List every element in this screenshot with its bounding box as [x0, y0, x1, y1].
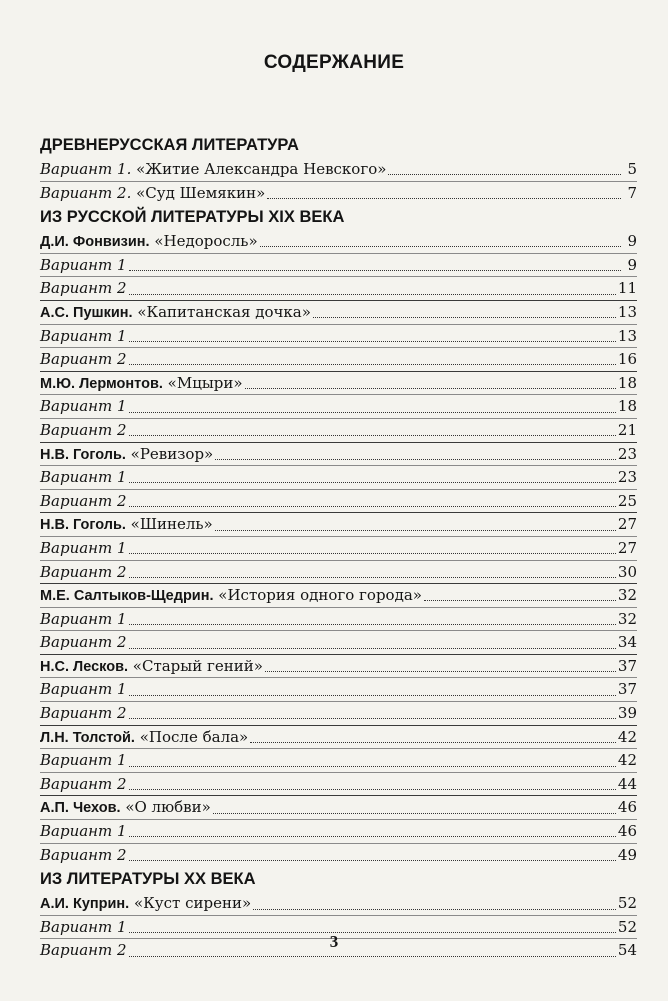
- page-ref: 52: [617, 917, 637, 936]
- dot-leader: [129, 259, 621, 271]
- toc-variant-entry[interactable]: [40, 489, 637, 513]
- variant-label: Вариант 1: [40, 917, 127, 936]
- entry-label: [40, 325, 127, 348]
- toc-variant-entry[interactable]: [40, 158, 637, 181]
- page-ref: 39: [617, 704, 637, 723]
- variant-label: Вариант 1: [40, 751, 127, 770]
- author-name: М.Ю. Лермонтов.: [40, 375, 163, 392]
- dot-leader: [253, 898, 616, 910]
- toc-variant-entry[interactable]: [40, 181, 637, 205]
- dot-leader: [388, 163, 621, 175]
- toc-variant-entry[interactable]: [40, 843, 637, 867]
- page-number: 3: [329, 932, 339, 951]
- work-title: «История одного города»: [213, 586, 422, 605]
- page-ref: 9: [627, 255, 637, 274]
- page-ref: 23: [617, 444, 637, 463]
- toc-variant-entry[interactable]: [40, 748, 637, 772]
- variant-label: Вариант 2: [40, 845, 127, 864]
- toc-variant-entry[interactable]: [40, 536, 637, 560]
- variant-label: Вариант 2: [40, 774, 127, 793]
- variant-label: Вариант 2: [40, 633, 127, 652]
- dot-leader: [129, 849, 616, 861]
- work-title: «Мцыри»: [162, 373, 243, 392]
- variant-label: Вариант 1: [40, 255, 127, 274]
- work-title: «Шинель»: [125, 515, 213, 534]
- page-ref: 21: [617, 420, 637, 439]
- variant-label: Вариант 1: [40, 822, 127, 841]
- toc-author-entry[interactable]: [40, 512, 637, 536]
- page-ref: 52: [617, 894, 637, 913]
- entry-label: [40, 230, 258, 254]
- page-ref: 18: [617, 373, 637, 392]
- entry-label: [40, 372, 243, 396]
- dot-leader: [129, 755, 616, 767]
- dot-leader: [129, 495, 616, 507]
- toc-variant-entry[interactable]: [40, 819, 637, 843]
- toc-variant-entry[interactable]: [40, 347, 637, 371]
- page-ref: 54: [617, 941, 637, 960]
- dot-leader: [129, 778, 616, 790]
- entry-label: [40, 182, 265, 205]
- dot-leader: [313, 306, 616, 318]
- variant-label: Вариант 2: [40, 562, 127, 581]
- author-name: Н.С. Лесков.: [40, 658, 129, 675]
- entry-label: [40, 773, 127, 796]
- toc-author-entry[interactable]: [40, 300, 637, 324]
- work-title: «После бала»: [134, 727, 249, 746]
- section-heading: ИЗ ЛИТЕРАТУРЫ XX ВЕКА: [40, 870, 256, 889]
- entry-label: [40, 844, 127, 867]
- page-title: СОДЕРЖАНИЕ: [263, 52, 405, 73]
- toc-author-entry[interactable]: [40, 725, 637, 749]
- page-ref: 32: [617, 609, 637, 628]
- page-ref: 49: [617, 845, 637, 864]
- entry-label: [40, 466, 127, 489]
- dot-leader: [129, 542, 616, 554]
- entry-label: [40, 726, 248, 750]
- work-title: «О любви»: [120, 798, 211, 817]
- page-ref: 37: [617, 680, 637, 699]
- dot-leader: [129, 637, 616, 649]
- entry-label: [40, 749, 127, 772]
- toc-author-entry[interactable]: [40, 892, 637, 915]
- entry-label: [40, 254, 127, 277]
- dot-leader: [129, 566, 616, 578]
- entry-label: [40, 348, 127, 371]
- variant-label: Вариант 2: [40, 350, 127, 369]
- toc-variant-entry[interactable]: [40, 394, 637, 418]
- work-title: «Житие Александра Невского»: [131, 160, 387, 178]
- page-ref: 23: [617, 468, 637, 487]
- toc-author-entry[interactable]: [40, 654, 637, 678]
- entry-label: [40, 158, 386, 181]
- page-ref: 37: [617, 656, 637, 675]
- variant-label: Вариант 1: [40, 397, 127, 416]
- dot-leader: [215, 448, 616, 460]
- toc-author-entry[interactable]: [40, 230, 637, 253]
- variant-label: Вариант 2: [40, 420, 127, 439]
- variant-label: Вариант 1: [40, 468, 127, 487]
- variant-label: Вариант 1: [40, 680, 127, 699]
- dot-leader: [129, 330, 616, 342]
- dot-leader: [129, 613, 616, 625]
- work-title: «Недоросль»: [149, 232, 258, 251]
- variant-label: Вариант 2: [40, 491, 127, 510]
- toc-variant-entry[interactable]: [40, 772, 637, 796]
- variant-label: Вариант 2: [40, 704, 127, 723]
- page-ref: 44: [617, 774, 637, 793]
- page-ref: 32: [617, 586, 637, 605]
- author-name: Д.И. Фонвизин.: [40, 234, 150, 251]
- work-title: «Капитанская дочка»: [132, 302, 311, 321]
- dot-leader: [129, 401, 616, 413]
- dot-leader: [250, 731, 616, 743]
- author-name: Н.В. Гоголь.: [40, 446, 126, 463]
- section-heading: ИЗ РУССКОЙ ЛИТЕРАТУРЫ XIX ВЕКА: [40, 208, 345, 227]
- toc-variant-entry[interactable]: [40, 324, 637, 348]
- variant-label: Вариант 1.: [40, 160, 132, 178]
- dot-leader: [129, 707, 616, 719]
- dot-leader: [129, 424, 616, 436]
- toc-variant-entry[interactable]: [40, 465, 637, 489]
- variant-label: Вариант 2: [40, 941, 127, 960]
- entry-label: [40, 301, 311, 325]
- variant-label: Вариант 1: [40, 609, 127, 628]
- entry-label: [40, 655, 263, 679]
- page-ref: 16: [617, 350, 637, 369]
- dot-leader: [129, 353, 616, 365]
- toc-author-entry[interactable]: [40, 371, 637, 395]
- toc-variant-entry[interactable]: [40, 630, 637, 654]
- entry-label: [40, 277, 127, 300]
- dot-leader: [129, 825, 616, 837]
- page-ref: 18: [617, 397, 637, 416]
- entry-label: [40, 820, 127, 843]
- entry-label: [40, 513, 213, 537]
- toc-variant-entry[interactable]: [40, 607, 637, 631]
- entry-label: [40, 490, 127, 513]
- toc-variant-entry[interactable]: [40, 560, 637, 584]
- page-ref: 46: [617, 822, 637, 841]
- work-title: «Куст сирени»: [129, 894, 252, 913]
- work-title: «Ревизор»: [125, 444, 214, 463]
- page-ref: 13: [617, 326, 637, 345]
- dot-leader: [267, 187, 621, 199]
- toc-variant-entry[interactable]: [40, 677, 637, 701]
- work-title: «Старый гений»: [128, 656, 263, 675]
- entry-label: [40, 561, 127, 584]
- page-ref: 13: [617, 302, 637, 321]
- entry-label: [40, 678, 127, 701]
- entry-label: [40, 892, 251, 916]
- toc-variant-entry[interactable]: [40, 701, 637, 725]
- dot-leader: [213, 802, 616, 814]
- entry-label: [40, 631, 127, 654]
- dot-leader: [260, 235, 621, 247]
- variant-label: Вариант 2: [40, 279, 127, 298]
- dot-leader: [265, 660, 616, 672]
- table-of-contents: [40, 132, 637, 962]
- variant-label: Вариант 1: [40, 326, 127, 345]
- author-name: А.П. Чехов.: [40, 800, 121, 817]
- dot-leader: [129, 684, 616, 696]
- toc-variant-entry[interactable]: [40, 418, 637, 442]
- work-title: «Суд Шемякин»: [131, 183, 266, 202]
- toc-author-entry[interactable]: [40, 795, 637, 819]
- dot-leader: [215, 519, 616, 531]
- author-name: А.И. Куприн.: [40, 896, 130, 913]
- entry-label: [40, 608, 127, 631]
- page-ref: 5: [627, 160, 637, 178]
- dot-leader: [129, 283, 616, 295]
- entry-label: [40, 702, 127, 725]
- author-name: А.С. Пушкин.: [40, 304, 133, 321]
- page-ref: 42: [617, 751, 637, 770]
- variant-label: Вариант 2.: [40, 183, 132, 202]
- page-ref: 7: [627, 183, 637, 202]
- page-ref: 25: [617, 491, 637, 510]
- author-name: Л.Н. Толстой.: [40, 729, 135, 746]
- entry-label: [40, 584, 422, 608]
- entry-label: [40, 537, 127, 560]
- toc-author-entry[interactable]: [40, 583, 637, 607]
- entry-label: [40, 419, 127, 442]
- section-heading: ДРЕВНЕРУССКАЯ ЛИТЕРАТУРА: [40, 136, 299, 154]
- page-ref: 30: [617, 562, 637, 581]
- dot-leader: [424, 589, 616, 601]
- page-ref: 34: [617, 633, 637, 652]
- entry-label: [40, 395, 127, 418]
- page-ref: 27: [617, 515, 637, 534]
- entry-label: [40, 443, 213, 467]
- page-ref: 11: [617, 279, 637, 298]
- author-name: Н.В. Гоголь.: [40, 517, 126, 534]
- page-ref: 42: [617, 727, 637, 746]
- dot-leader: [129, 471, 616, 483]
- entry-label: [40, 796, 211, 820]
- author-name: М.Е. Салтыков-Щедрин.: [40, 588, 214, 605]
- variant-label: Вариант 1: [40, 538, 127, 557]
- toc-variant-entry[interactable]: [40, 276, 637, 300]
- dot-leader: [245, 377, 616, 389]
- page-ref: 46: [617, 798, 637, 817]
- toc-author-entry[interactable]: [40, 442, 637, 466]
- toc-variant-entry[interactable]: [40, 253, 637, 277]
- page-ref: 27: [617, 538, 637, 557]
- page-ref: 9: [627, 232, 637, 251]
